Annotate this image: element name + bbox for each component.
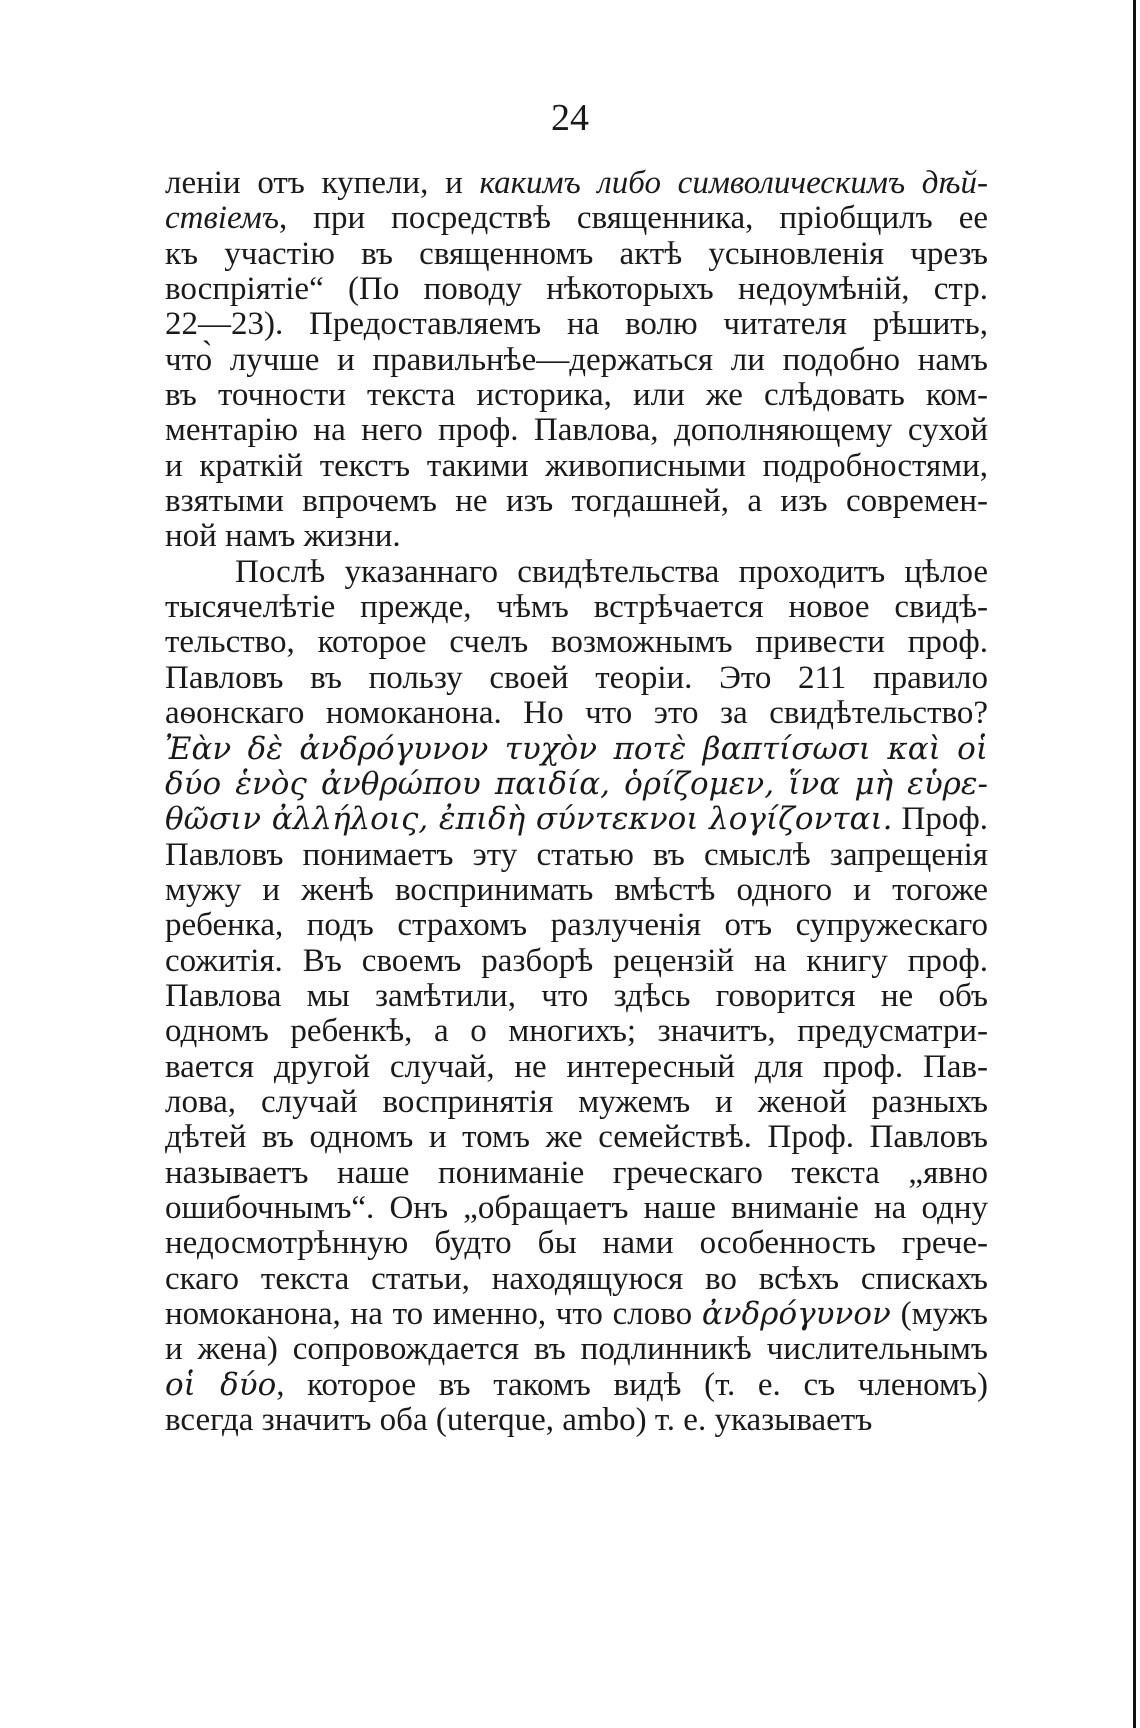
text-segment: ленiи отъ купели, и bbox=[165, 165, 480, 201]
greek-quote: ἀνδρόγυνον bbox=[701, 1296, 891, 1332]
text-segment: мужу и женѣ воспринимать вмѣстѣ одного и тогоже bbox=[165, 871, 988, 908]
text-segment: одномъ ребенкѣ, а о многихъ; значитъ, предусматри- bbox=[165, 1013, 988, 1050]
text-segment: , при посредствѣ священника, прiобщилъ ее bbox=[279, 200, 988, 237]
text-line bbox=[165, 838, 988, 873]
text-line bbox=[165, 1297, 988, 1332]
text-line bbox=[165, 1156, 988, 1191]
text-line bbox=[165, 1085, 988, 1120]
text-segment: что̀ лучше и правильнѣе—держаться ли подобно намъ bbox=[165, 341, 988, 378]
text-segment: аѳонскаго номоканона. Но что это за свидѣтельство? bbox=[165, 695, 988, 732]
text-line bbox=[165, 307, 988, 342]
text-segment: , которое въ такомъ видѣ (т. е. съ членомъ) bbox=[276, 1366, 988, 1403]
text-line bbox=[165, 1332, 988, 1367]
text-segment: тысячелѣтiе прежде, чѣмъ встрѣчается новое свидѣ- bbox=[165, 589, 988, 626]
text-line bbox=[165, 1403, 988, 1438]
text-segment: скаго текста статьи, находящуюся во всѣхъ спискахъ bbox=[165, 1260, 988, 1297]
text-line bbox=[165, 378, 988, 413]
text-segment: лова, случай воспринятiя мужемъ и женой разныхъ bbox=[165, 1083, 988, 1120]
text-segment: всегда значитъ оба (uterque, ambo) т. е. указываетъ bbox=[165, 1402, 873, 1439]
text-line bbox=[165, 732, 988, 767]
text-segment: ментарiю на него проф. Павлова, дополняющему сухой bbox=[165, 412, 988, 449]
greek-quote: δύο ἑνὸς ἀνθρώπου παιδία, ὁρίζομεν, ἵνα μὴ εὑρε- bbox=[165, 765, 988, 802]
text-line bbox=[165, 1368, 988, 1403]
text-segment: сожитiя. Въ своемъ разборѣ рецензiй на книгу проф. bbox=[165, 942, 988, 979]
text-segment: Павлова мы замѣтили, что здѣсь говорится не объ bbox=[165, 977, 988, 1014]
text-line bbox=[165, 873, 988, 908]
text-segment: (мужъ bbox=[890, 1296, 988, 1332]
text-line bbox=[165, 343, 988, 378]
text-segment: и жена) сопровождается въ подлинникѣ числительнымъ bbox=[165, 1331, 988, 1368]
greek-quote: Ἐὰν δὲ ἀνδρόγυνον τυχὸν ποτὲ βαπτίσωσι καὶ οἱ bbox=[165, 730, 988, 767]
text-line bbox=[165, 590, 988, 625]
text-line bbox=[165, 625, 988, 660]
text-segment: Павловъ понимаетъ эту статью въ смыслѣ запрещенiя bbox=[165, 836, 988, 873]
text-line bbox=[165, 767, 988, 802]
text-segment: ной намъ жизни. bbox=[165, 518, 401, 555]
text-segment: ребенка, подъ страхомъ разлученiя отъ супружескаго bbox=[165, 907, 988, 944]
text-line bbox=[165, 519, 988, 554]
greek-quote: οἱ δύο bbox=[165, 1366, 277, 1403]
text-line bbox=[165, 413, 988, 448]
text-segment: Павловъ въ пользу своей теорiи. Это 211 правило bbox=[165, 659, 988, 696]
text-segment: къ участiю въ священномъ актѣ усыновленiя чрезъ bbox=[165, 235, 988, 272]
text-line bbox=[165, 166, 988, 201]
italic-phrase: какимъ либо символическимъ дѣй- bbox=[479, 165, 988, 201]
text-line bbox=[165, 944, 988, 979]
text-segment: номоканона, на то именно, что слово bbox=[165, 1296, 702, 1332]
text-line bbox=[165, 908, 988, 943]
text-line bbox=[165, 661, 988, 696]
text-line bbox=[165, 802, 988, 837]
text-line bbox=[165, 696, 988, 731]
text-line bbox=[165, 484, 988, 519]
text-line bbox=[165, 1050, 988, 1085]
text-line bbox=[165, 272, 988, 307]
text-line bbox=[165, 1120, 988, 1155]
text-segment: и краткiй текстъ такими живописными подробностями, bbox=[165, 447, 988, 484]
greek-quote: θῶσιν ἀλλήλοις, ἐπιδὴ σύντεκνοι λογίζονται. bbox=[165, 801, 893, 838]
text-segment: называетъ наше пониманiе греческаго текста „явно bbox=[165, 1154, 988, 1191]
text-segment: Проф. bbox=[892, 801, 988, 838]
text-line bbox=[165, 237, 988, 272]
text-line bbox=[165, 1014, 988, 1049]
text-segment: ошибочнымъ“. Онъ „обращаетъ наше вниманiе на одну bbox=[165, 1189, 988, 1226]
text-segment: недосмотрѣнную будто бы нами особенность грече- bbox=[165, 1225, 988, 1262]
text-segment: 22—23). Предоставляемъ на волю читателя рѣшить, bbox=[165, 306, 988, 343]
body-text bbox=[165, 166, 988, 1438]
text-segment: въ точности текста историка, или же слѣдовать ком- bbox=[165, 377, 988, 414]
text-line bbox=[165, 1262, 988, 1297]
page-edge-rule bbox=[1133, 0, 1136, 1728]
text-line bbox=[165, 201, 988, 236]
text-segment: тельство, которое счелъ возможнымъ привести проф. bbox=[165, 624, 988, 661]
text-line bbox=[165, 555, 988, 590]
text-line bbox=[165, 1191, 988, 1226]
text-line bbox=[165, 449, 988, 484]
page-number: 24 bbox=[551, 97, 589, 139]
italic-phrase: ствiемъ bbox=[165, 200, 279, 237]
text-segment: вается другой случай, не интересный для проф. Пав- bbox=[165, 1048, 988, 1085]
text-segment: воспрiятiе“ (По поводу нѣкоторыхъ недоумѣнiй, стр. bbox=[165, 271, 988, 308]
text-segment: взятыми впрочемъ не изъ тогдашней, а изъ современ- bbox=[165, 483, 988, 520]
text-line bbox=[165, 1226, 988, 1261]
text-segment: Послѣ указаннаго свидѣтельства проходитъ цѣлое bbox=[235, 553, 988, 590]
text-line bbox=[165, 979, 988, 1014]
text-segment: дѣтей въ одномъ и томъ же семействѣ. Проф. Павловъ bbox=[165, 1119, 988, 1156]
